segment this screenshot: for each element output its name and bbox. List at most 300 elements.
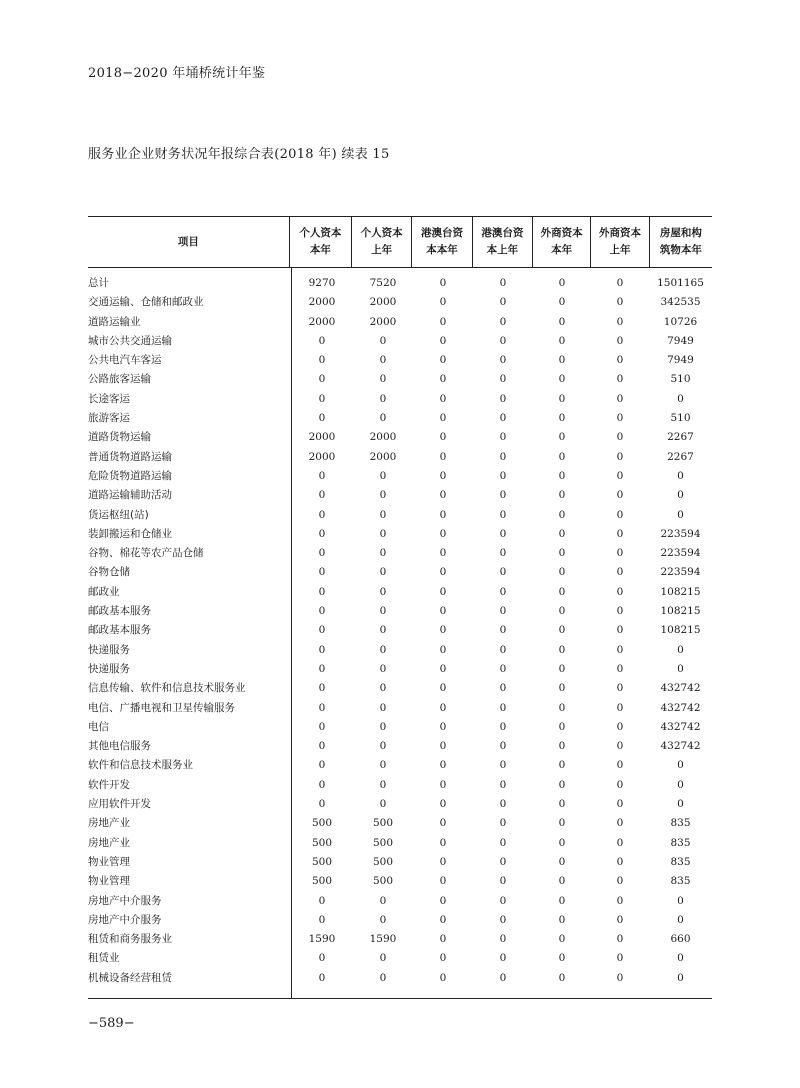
table-cell: 500	[311, 817, 333, 830]
table-cell: 0	[616, 585, 624, 598]
table-cell: 0	[318, 334, 326, 347]
column-header-line: 本本年	[426, 244, 458, 256]
table-cell: 0	[558, 315, 566, 328]
table-cell: 0	[616, 913, 624, 926]
table-cell: 0	[318, 605, 326, 618]
row-label: 机械设备经营租赁	[88, 971, 172, 984]
table-cell: 0	[616, 296, 624, 309]
table-cell: 0	[616, 450, 624, 463]
table-cell: 0	[558, 701, 566, 714]
column-header-line: 上年	[371, 244, 393, 256]
table-cell: 0	[616, 334, 624, 347]
table-cell: 0	[677, 952, 684, 965]
table-cell: 0	[558, 392, 566, 405]
row-label: 邮政基本服务	[88, 624, 151, 637]
table-cell: 0	[318, 894, 326, 907]
table-cell: 0	[499, 412, 507, 425]
table-cell: 0	[558, 624, 566, 637]
table-cell: 0	[439, 527, 447, 540]
table-cell: 0	[499, 643, 507, 656]
page-number: −589−	[88, 1016, 135, 1031]
table-row	[88, 506, 712, 525]
table-cell: 0	[558, 489, 566, 502]
table-cell: 0	[318, 624, 326, 637]
table-cell: 7949	[667, 354, 694, 367]
table-row	[88, 563, 712, 582]
row-label: 总计	[88, 277, 109, 289]
table-cell: 0	[558, 354, 566, 367]
table-cell: 0	[558, 450, 566, 463]
table-cell: 0	[318, 798, 326, 811]
row-label: 信息传输、软件和信息技术服务业	[88, 682, 246, 695]
table-body	[88, 268, 712, 999]
table-cell: 0	[439, 720, 447, 733]
table-cell: 0	[616, 778, 624, 791]
table-title: 服务业企业财务状况年报综合表(2018 年) 续表 15	[88, 147, 390, 162]
table-cell: 0	[379, 508, 387, 521]
table-cell: 0	[499, 855, 507, 868]
table-cell: 0	[499, 971, 507, 984]
table-cell: 0	[558, 643, 566, 656]
table-cell: 0	[677, 759, 684, 772]
table-cell: 0	[616, 431, 624, 444]
table-cell: 0	[616, 412, 624, 425]
table-cell: 2000	[369, 296, 397, 309]
table-cell: 0	[616, 392, 624, 405]
table-cell: 0	[558, 605, 566, 618]
table-cell: 0	[558, 933, 566, 946]
table-cell: 0	[677, 913, 684, 926]
table-cell: 0	[616, 894, 624, 907]
row-label: 危险货物道路运输	[88, 469, 172, 482]
table-cell: 0	[499, 489, 507, 502]
table-row	[88, 525, 712, 544]
column-header-line: 本上年	[486, 244, 519, 256]
table-row	[88, 332, 712, 351]
table-cell: 0	[318, 566, 326, 579]
row-label: 城市公共交通运输	[88, 334, 172, 347]
table-cell: 0	[318, 643, 326, 656]
table-cell: 0	[677, 971, 684, 984]
table-cell: 0	[499, 933, 507, 946]
table-cell: 0	[318, 740, 326, 753]
table-cell: 223594	[660, 527, 701, 540]
table-row	[88, 834, 712, 853]
table-cell: 0	[439, 508, 447, 521]
table-cell: 0	[318, 701, 326, 714]
table-cell: 2000	[369, 431, 397, 444]
row-label: 房地产业	[88, 817, 130, 830]
row-label: 货运枢纽(站)	[88, 508, 149, 521]
table-cell: 0	[558, 296, 566, 309]
row-label: 装卸搬运和仓储业	[88, 527, 172, 540]
table-row	[88, 660, 712, 679]
table-cell: 0	[558, 798, 566, 811]
table-row	[88, 428, 712, 447]
table-cell: 0	[318, 682, 326, 695]
table-cell: 9270	[308, 277, 336, 289]
table-cell: 0	[318, 412, 326, 425]
table-row	[88, 892, 712, 911]
column-header	[352, 217, 412, 267]
row-label: 租赁和商务服务业	[88, 933, 172, 946]
table-cell: 0	[439, 469, 447, 482]
table-cell: 0	[439, 334, 447, 347]
table-cell: 0	[499, 296, 507, 309]
table-cell: 0	[499, 662, 507, 675]
table-cell: 0	[439, 624, 447, 637]
table-cell: 0	[558, 508, 566, 521]
table-cell: 0	[439, 682, 447, 695]
table-cell: 0	[379, 798, 387, 811]
table-row	[88, 699, 712, 718]
table-cell: 0	[318, 354, 326, 367]
table-cell: 0	[558, 913, 566, 926]
row-label: 房地产中介服务	[88, 913, 162, 926]
table-cell: 0	[318, 392, 326, 405]
column-header-line: 上年	[609, 244, 631, 256]
table-row	[88, 621, 712, 640]
table-cell: 0	[379, 373, 387, 386]
table-cell: 0	[439, 296, 447, 309]
table-cell: 0	[499, 952, 507, 965]
table-cell: 0	[439, 971, 447, 984]
table-cell: 0	[439, 894, 447, 907]
table-cell: 0	[379, 662, 387, 675]
table-cell: 0	[318, 662, 326, 675]
table-cell: 0	[439, 431, 447, 444]
column-header	[473, 217, 533, 267]
table-cell: 0	[379, 643, 387, 656]
table-cell: 0	[616, 354, 624, 367]
table-cell: 0	[439, 875, 447, 888]
table-cell: 0	[616, 624, 624, 637]
table-cell: 0	[499, 334, 507, 347]
table-cell: 0	[616, 566, 624, 579]
column-header	[412, 217, 472, 267]
table-cell: 0	[677, 662, 684, 675]
table-cell: 0	[558, 469, 566, 482]
table-cell: 0	[318, 489, 326, 502]
table-cell: 0	[499, 894, 507, 907]
row-label: 房地产中介服务	[88, 894, 162, 907]
table-cell: 0	[616, 605, 624, 618]
row-label: 邮政业	[88, 585, 120, 598]
table-cell: 0	[499, 566, 507, 579]
table-cell: 0	[439, 759, 447, 772]
table-cell: 0	[499, 585, 507, 598]
table-row	[88, 467, 712, 486]
column-header	[88, 217, 290, 267]
table-cell: 0	[318, 547, 326, 560]
table-row	[88, 602, 712, 621]
table-cell: 500	[311, 875, 333, 888]
table-cell: 0	[439, 412, 447, 425]
row-label: 电信	[88, 720, 109, 733]
column-header	[290, 217, 352, 267]
table-cell: 0	[318, 469, 326, 482]
table-row	[88, 641, 712, 660]
column-header-line: 港澳台资	[421, 227, 463, 239]
table-row	[88, 756, 712, 775]
table-cell: 0	[379, 334, 387, 347]
row-label: 公共电汽车客运	[88, 354, 162, 367]
table-cell: 0	[499, 450, 507, 463]
table-cell: 0	[379, 971, 387, 984]
table-cell: 0	[616, 933, 624, 946]
row-label: 道路运输业	[88, 315, 141, 328]
row-label: 电信、广播电视和卫星传输服务	[88, 701, 235, 714]
column-header-line: 外商资本	[540, 227, 583, 239]
table-cell: 835	[670, 875, 691, 888]
table-cell: 0	[439, 277, 447, 289]
row-label: 长途客运	[88, 392, 130, 405]
table-cell: 0	[379, 913, 387, 926]
table-cell: 0	[616, 798, 624, 811]
table-row	[88, 486, 712, 505]
table-cell: 0	[499, 701, 507, 714]
table-cell: 0	[558, 759, 566, 772]
row-label: 旅游客运	[88, 412, 130, 425]
column-header	[533, 217, 591, 267]
table-row	[88, 969, 712, 988]
table-cell: 0	[616, 489, 624, 502]
table-cell: 0	[318, 759, 326, 772]
column-header-line: 项目	[177, 235, 199, 248]
row-label: 物业管理	[88, 855, 130, 868]
table-cell: 0	[499, 392, 507, 405]
table-cell: 510	[670, 412, 691, 425]
table-cell: 0	[439, 373, 447, 386]
table-row	[88, 409, 712, 428]
table-cell: 510	[670, 373, 691, 386]
table-cell: 500	[311, 836, 333, 849]
table-cell: 835	[670, 836, 691, 849]
table-cell: 0	[558, 952, 566, 965]
table-cell: 108215	[660, 605, 701, 618]
table-cell: 0	[677, 643, 684, 656]
table-cell: 0	[379, 720, 387, 733]
table-row	[88, 930, 712, 949]
table-cell: 0	[616, 720, 624, 733]
table-cell: 0	[499, 431, 507, 444]
table-cell: 2267	[667, 431, 694, 444]
table-cell: 835	[670, 855, 691, 868]
row-label: 软件和信息技术服务业	[88, 759, 193, 772]
table-cell: 2000	[369, 315, 397, 328]
table-cell: 0	[558, 720, 566, 733]
table-cell: 0	[379, 682, 387, 695]
table-cell: 0	[616, 469, 624, 482]
table-cell: 0	[439, 952, 447, 965]
table-cell: 0	[499, 527, 507, 540]
table-cell: 0	[558, 971, 566, 984]
table-cell: 0	[499, 605, 507, 618]
table-cell: 0	[558, 740, 566, 753]
table-cell: 223594	[660, 566, 701, 579]
table-cell: 432742	[660, 701, 701, 714]
table-row	[88, 737, 712, 756]
table-cell: 835	[670, 817, 691, 830]
table-row	[88, 795, 712, 814]
table-row	[88, 776, 712, 795]
table-cell: 0	[439, 392, 447, 405]
table-cell: 0	[558, 817, 566, 830]
table-cell: 0	[499, 778, 507, 791]
row-label: 软件开发	[88, 778, 130, 791]
table-cell: 0	[379, 952, 387, 965]
row-label: 道路货物运输	[88, 431, 151, 444]
table-cell: 0	[439, 585, 447, 598]
table-cell: 0	[439, 566, 447, 579]
row-label: 道路运输辅助活动	[88, 489, 172, 502]
table-cell: 108215	[660, 624, 701, 637]
table-cell: 0	[616, 971, 624, 984]
table-cell: 0	[499, 624, 507, 637]
table-cell: 500	[311, 855, 333, 868]
table-cell: 0	[558, 412, 566, 425]
table-cell: 0	[318, 913, 326, 926]
table-cell: 0	[439, 354, 447, 367]
table-row	[88, 293, 712, 312]
table-cell: 108215	[660, 585, 701, 598]
table-cell: 0	[439, 913, 447, 926]
table-cell: 2000	[308, 431, 336, 444]
table-row	[88, 448, 712, 467]
table-cell: 0	[499, 469, 507, 482]
table-cell: 0	[499, 277, 507, 289]
table-cell: 0	[499, 720, 507, 733]
table-cell: 0	[677, 508, 684, 521]
table-cell: 0	[558, 373, 566, 386]
table-cell: 1590	[308, 933, 336, 946]
row-label: 快递服务	[88, 662, 130, 675]
table-cell: 0	[379, 778, 387, 791]
table-row	[88, 949, 712, 968]
table-cell: 660	[670, 933, 691, 946]
table-cell: 0	[379, 605, 387, 618]
table-cell: 0	[499, 547, 507, 560]
table-cell: 0	[379, 392, 387, 405]
table-cell: 1501165	[657, 277, 704, 289]
table-row	[88, 351, 712, 370]
table-cell: 0	[318, 373, 326, 386]
table-cell: 0	[499, 315, 507, 328]
table-cell: 0	[439, 778, 447, 791]
table-row	[88, 274, 712, 293]
table-cell: 0	[677, 489, 684, 502]
table-cell: 432742	[660, 740, 701, 753]
table-row	[88, 370, 712, 389]
table-cell: 0	[379, 740, 387, 753]
table-cell: 0	[499, 798, 507, 811]
table-cell: 0	[439, 855, 447, 868]
column-header-line: 外商资本	[599, 227, 642, 239]
row-label: 交通运输、仓储和邮政业	[88, 296, 204, 309]
table-cell: 2267	[667, 450, 694, 463]
column-header-line: 筑物本年	[659, 244, 702, 256]
table-cell: 0	[558, 431, 566, 444]
table-cell: 0	[677, 894, 684, 907]
row-label: 邮政基本服务	[88, 605, 151, 618]
table-cell: 0	[499, 682, 507, 695]
table-cell: 7520	[369, 277, 397, 289]
table-cell: 0	[439, 450, 447, 463]
table-cell: 0	[616, 547, 624, 560]
table-cell: 0	[558, 662, 566, 675]
row-label: 快递服务	[88, 643, 130, 656]
table-cell: 0	[616, 817, 624, 830]
table-row	[88, 544, 712, 563]
column-header-line: 本年	[551, 244, 573, 256]
table-cell: 0	[379, 412, 387, 425]
table-cell: 0	[616, 952, 624, 965]
table-cell: 0	[439, 836, 447, 849]
table-cell: 0	[318, 952, 326, 965]
data-table	[88, 216, 712, 999]
table-cell: 0	[439, 740, 447, 753]
table-cell: 0	[379, 624, 387, 637]
table-cell: 0	[379, 354, 387, 367]
table-cell: 0	[616, 701, 624, 714]
row-label: 普通货物道路运输	[88, 450, 172, 463]
table-cell: 0	[558, 566, 566, 579]
table-cell: 0	[616, 315, 624, 328]
column-divider	[291, 268, 292, 999]
table-cell: 0	[379, 489, 387, 502]
row-label: 房地产业	[88, 836, 130, 849]
table-cell: 0	[318, 778, 326, 791]
table-cell: 0	[379, 469, 387, 482]
row-label: 其他电信服务	[88, 740, 151, 753]
table-row	[88, 911, 712, 930]
table-cell: 500	[372, 836, 394, 849]
table-row	[88, 390, 712, 409]
table-cell: 0	[379, 527, 387, 540]
table-cell: 0	[558, 547, 566, 560]
table-cell: 0	[499, 836, 507, 849]
table-cell: 342535	[660, 296, 701, 309]
table-cell: 0	[439, 817, 447, 830]
table-cell: 0	[558, 855, 566, 868]
column-header-line: 个人资本	[360, 227, 403, 239]
row-label: 谷物、棉花等农产品仓储	[88, 547, 204, 560]
table-cell: 0	[558, 527, 566, 540]
table-row	[88, 583, 712, 602]
table-row	[88, 872, 712, 891]
table-cell: 0	[558, 334, 566, 347]
table-cell: 0	[558, 778, 566, 791]
table-cell: 0	[499, 508, 507, 521]
table-cell: 0	[558, 277, 566, 289]
table-cell: 0	[439, 701, 447, 714]
column-header-line: 个人资本	[299, 227, 342, 239]
row-label: 谷物仓储	[88, 566, 130, 579]
table-cell: 1590	[369, 933, 397, 946]
row-label: 租赁业	[88, 952, 120, 965]
table-cell: 500	[372, 875, 394, 888]
table-cell: 0	[439, 933, 447, 946]
table-cell: 10726	[663, 315, 698, 328]
table-cell: 0	[616, 277, 624, 289]
table-cell: 0	[318, 508, 326, 521]
table-cell: 0	[616, 682, 624, 695]
table-row	[88, 814, 712, 833]
table-row	[88, 853, 712, 872]
table-cell: 0	[379, 585, 387, 598]
table-cell: 0	[439, 662, 447, 675]
table-cell: 0	[439, 605, 447, 618]
